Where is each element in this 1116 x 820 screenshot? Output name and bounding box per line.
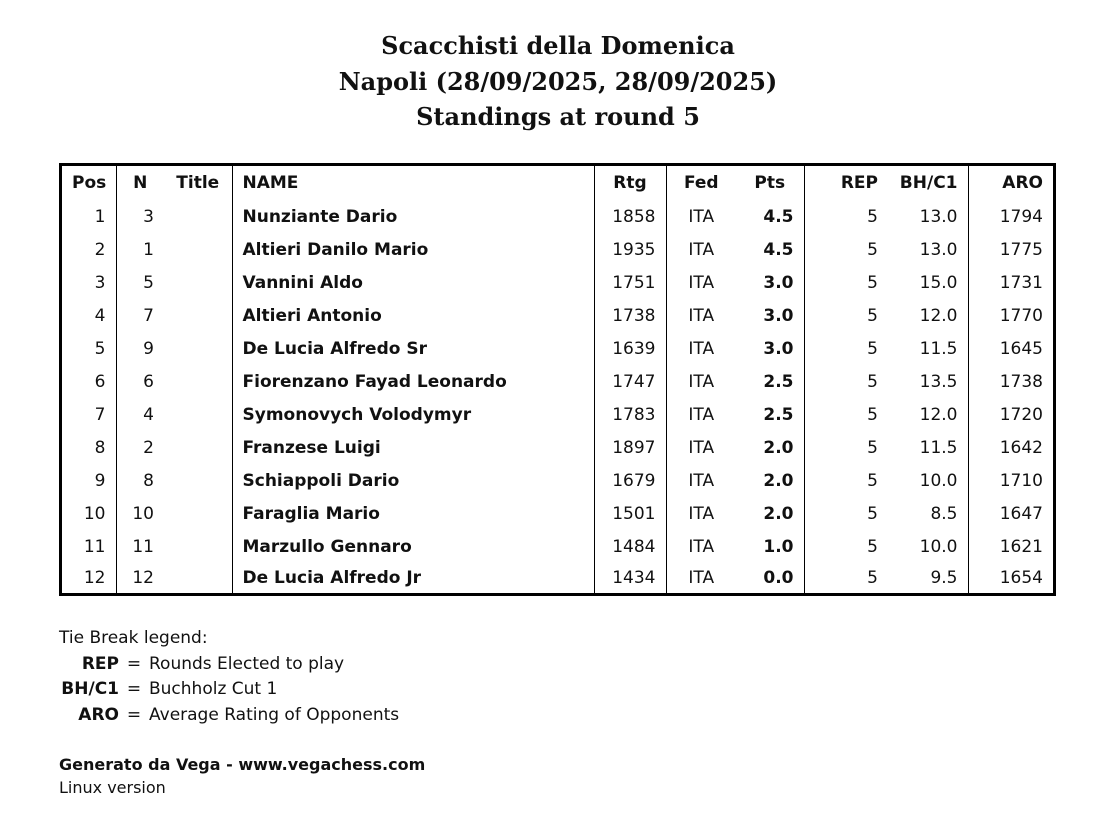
cell-bh-c1: 10.0 [888,464,968,497]
legend-desc: Rounds Elected to play [149,653,345,674]
table-row [62,200,1053,233]
table-row [62,431,1053,464]
cell-start-number: 6 [143,371,154,392]
col-header-bh-c1: BH/C1 [888,166,968,200]
cell-rep: 5 [867,404,878,425]
cell-rating: 1858 [594,200,666,233]
cell-bh-c1: 13.0 [888,200,968,233]
cell-rep: 5 [867,338,878,359]
table-row [62,299,1053,332]
cell-start-number: 8 [143,470,154,491]
cell-points: 2.5 [736,365,804,398]
legend-equals: = [126,705,142,726]
col-header-rtg: Rtg [594,166,666,200]
cell-title [164,299,232,332]
col-header-rep: REP [840,173,878,193]
cell-title [164,431,232,464]
legend-equals: = [126,653,142,674]
cell-start-number: 10 [132,503,154,524]
col-header-title: Title [164,166,232,200]
cell-player-name: De Lucia Alfredo Jr [232,563,594,593]
cell-federation: ITA [688,503,715,524]
cell-bh-c1: 12.0 [888,299,968,332]
legend-item-aro [59,703,399,729]
table-row [62,266,1053,299]
cell-points: 3.0 [736,299,804,332]
cell-federation: ITA [688,470,715,491]
table-header-row [62,166,1053,200]
col-header-pos: Pos [62,166,116,200]
table-row [62,464,1053,497]
cell-federation: ITA [688,437,715,458]
cell-player-name: Schiappoli Dario [232,464,594,497]
cell-player-name: Faraglia Mario [232,497,594,530]
tie-break-legend [59,626,399,729]
cell-player-name: Nunziante Dario [232,200,594,233]
cell-aro: 1794 [999,206,1043,227]
cell-points: 4.5 [736,200,804,233]
cell-points: 4.5 [736,233,804,266]
standings-body [62,200,1053,593]
legend-key: BH/C1 [61,679,119,700]
table-row [62,530,1053,563]
cell-points: 2.0 [736,497,804,530]
cell-bh-c1: 9.5 [888,563,968,593]
cell-rep: 5 [867,503,878,524]
cell-start-number: 9 [143,338,154,359]
cell-aro: 1738 [999,371,1043,392]
cell-rep: 5 [867,371,878,392]
cell-title [164,497,232,530]
cell-points: 0.0 [736,563,804,593]
cell-federation: ITA [688,404,715,425]
cell-bh-c1: 13.0 [888,233,968,266]
cell-player-name: Symonovych Volodymyr [232,398,594,431]
cell-title [164,365,232,398]
legend-key: REP [81,653,119,674]
platform-version: Linux version [59,778,166,797]
cell-aro: 1621 [999,536,1043,557]
standings-table [62,166,1053,593]
cell-rep: 5 [867,470,878,491]
table-row [62,497,1053,530]
cell-start-number: 2 [143,437,154,458]
cell-rating: 1484 [594,530,666,563]
col-header-n: N [133,173,148,193]
cell-bh-c1: 11.5 [888,332,968,365]
col-header-name: NAME [232,166,594,200]
cell-pos: 9 [62,464,116,497]
cell-points: 1.0 [736,530,804,563]
cell-start-number: 1 [143,239,154,260]
legend-item-rep [59,652,399,678]
legend-desc: Buchholz Cut 1 [149,679,278,700]
cell-aro: 1731 [999,272,1043,293]
tournament-title: Scacchisti della Domenica [381,31,735,60]
cell-federation: ITA [688,272,715,293]
legend-key: ARO [78,705,119,726]
legend-desc: Average Rating of Opponents [149,705,400,726]
cell-rating: 1783 [594,398,666,431]
cell-bh-c1: 12.0 [888,398,968,431]
cell-rating: 1639 [594,332,666,365]
cell-start-number: 12 [132,568,154,588]
cell-points: 2.5 [736,398,804,431]
cell-title [164,464,232,497]
cell-player-name: De Lucia Alfredo Sr [232,332,594,365]
cell-pos: 12 [62,563,116,593]
cell-federation: ITA [688,371,715,392]
col-header-pts: Pts [736,166,804,200]
cell-pos: 1 [62,200,116,233]
cell-pos: 11 [62,530,116,563]
cell-bh-c1: 11.5 [888,431,968,464]
cell-points: 3.0 [736,332,804,365]
cell-points: 3.0 [736,266,804,299]
cell-start-number: 7 [143,305,154,326]
cell-rep: 5 [867,568,878,588]
cell-pos: 5 [62,332,116,365]
cell-aro: 1647 [999,503,1043,524]
cell-start-number: 5 [143,272,154,293]
cell-rating: 1501 [594,497,666,530]
cell-pos: 7 [62,398,116,431]
cell-rating: 1738 [594,299,666,332]
cell-rating: 1897 [594,431,666,464]
report-footer [59,753,425,799]
cell-start-number: 4 [143,404,154,425]
cell-title [164,200,232,233]
cell-title [164,530,232,563]
cell-rep: 5 [867,305,878,326]
legend-equals: = [126,679,142,700]
cell-title [164,563,232,593]
cell-bh-c1: 8.5 [888,497,968,530]
cell-bh-c1: 10.0 [888,530,968,563]
cell-pos: 10 [62,497,116,530]
cell-title [164,332,232,365]
cell-aro: 1654 [999,568,1043,588]
cell-federation: ITA [688,206,715,227]
cell-rep: 5 [867,437,878,458]
table-row [62,365,1053,398]
cell-pos: 4 [62,299,116,332]
cell-title [164,398,232,431]
cell-points: 2.0 [736,431,804,464]
cell-start-number: 11 [132,536,154,557]
tournament-location-dates: Napoli (28/09/2025, 28/09/2025) [338,66,778,96]
standings-round-title: Standings at round 5 [416,102,700,131]
cell-aro: 1645 [999,338,1043,359]
generator-credit: Generato da Vega - www.vegachess.com [59,755,426,774]
cell-pos: 6 [62,365,116,398]
cell-bh-c1: 13.5 [888,365,968,398]
cell-player-name: Vannini Aldo [232,266,594,299]
cell-rep: 5 [867,239,878,260]
cell-player-name: Marzullo Gennaro [232,530,594,563]
cell-player-name: Fiorenzano Fayad Leonardo [232,365,594,398]
cell-pos: 3 [62,266,116,299]
table-row [62,233,1053,266]
cell-rep: 5 [867,536,878,557]
cell-player-name: Franzese Luigi [232,431,594,464]
cell-federation: ITA [688,239,715,260]
cell-federation: ITA [688,536,715,557]
standings-table-frame [59,163,1056,596]
legend-title: Tie Break legend: [59,628,208,648]
cell-aro: 1775 [999,239,1043,260]
cell-player-name: Altieri Danilo Mario [232,233,594,266]
cell-aro: 1720 [999,404,1043,425]
cell-rating: 1747 [594,365,666,398]
cell-pos: 8 [62,431,116,464]
table-row [62,563,1053,593]
report-header [0,28,1116,135]
cell-points: 2.0 [736,464,804,497]
cell-aro: 1770 [999,305,1043,326]
cell-federation: ITA [688,568,715,588]
cell-federation: ITA [688,305,715,326]
table-row [62,398,1053,431]
cell-player-name: Altieri Antonio [232,299,594,332]
table-row [62,332,1053,365]
cell-pos: 2 [62,233,116,266]
cell-rep: 5 [867,272,878,293]
cell-rep: 5 [867,206,878,227]
legend-item-bh-c1 [59,677,399,703]
cell-rating: 1935 [594,233,666,266]
col-header-aro: ARO [1002,173,1043,193]
cell-federation: ITA [688,338,715,359]
cell-title [164,266,232,299]
cell-rating: 1434 [594,563,666,593]
cell-aro: 1710 [999,470,1043,491]
cell-start-number: 3 [143,206,154,227]
cell-aro: 1642 [999,437,1043,458]
cell-rating: 1751 [594,266,666,299]
cell-bh-c1: 15.0 [888,266,968,299]
col-header-fed: Fed [683,173,719,193]
cell-rating: 1679 [594,464,666,497]
cell-title [164,233,232,266]
